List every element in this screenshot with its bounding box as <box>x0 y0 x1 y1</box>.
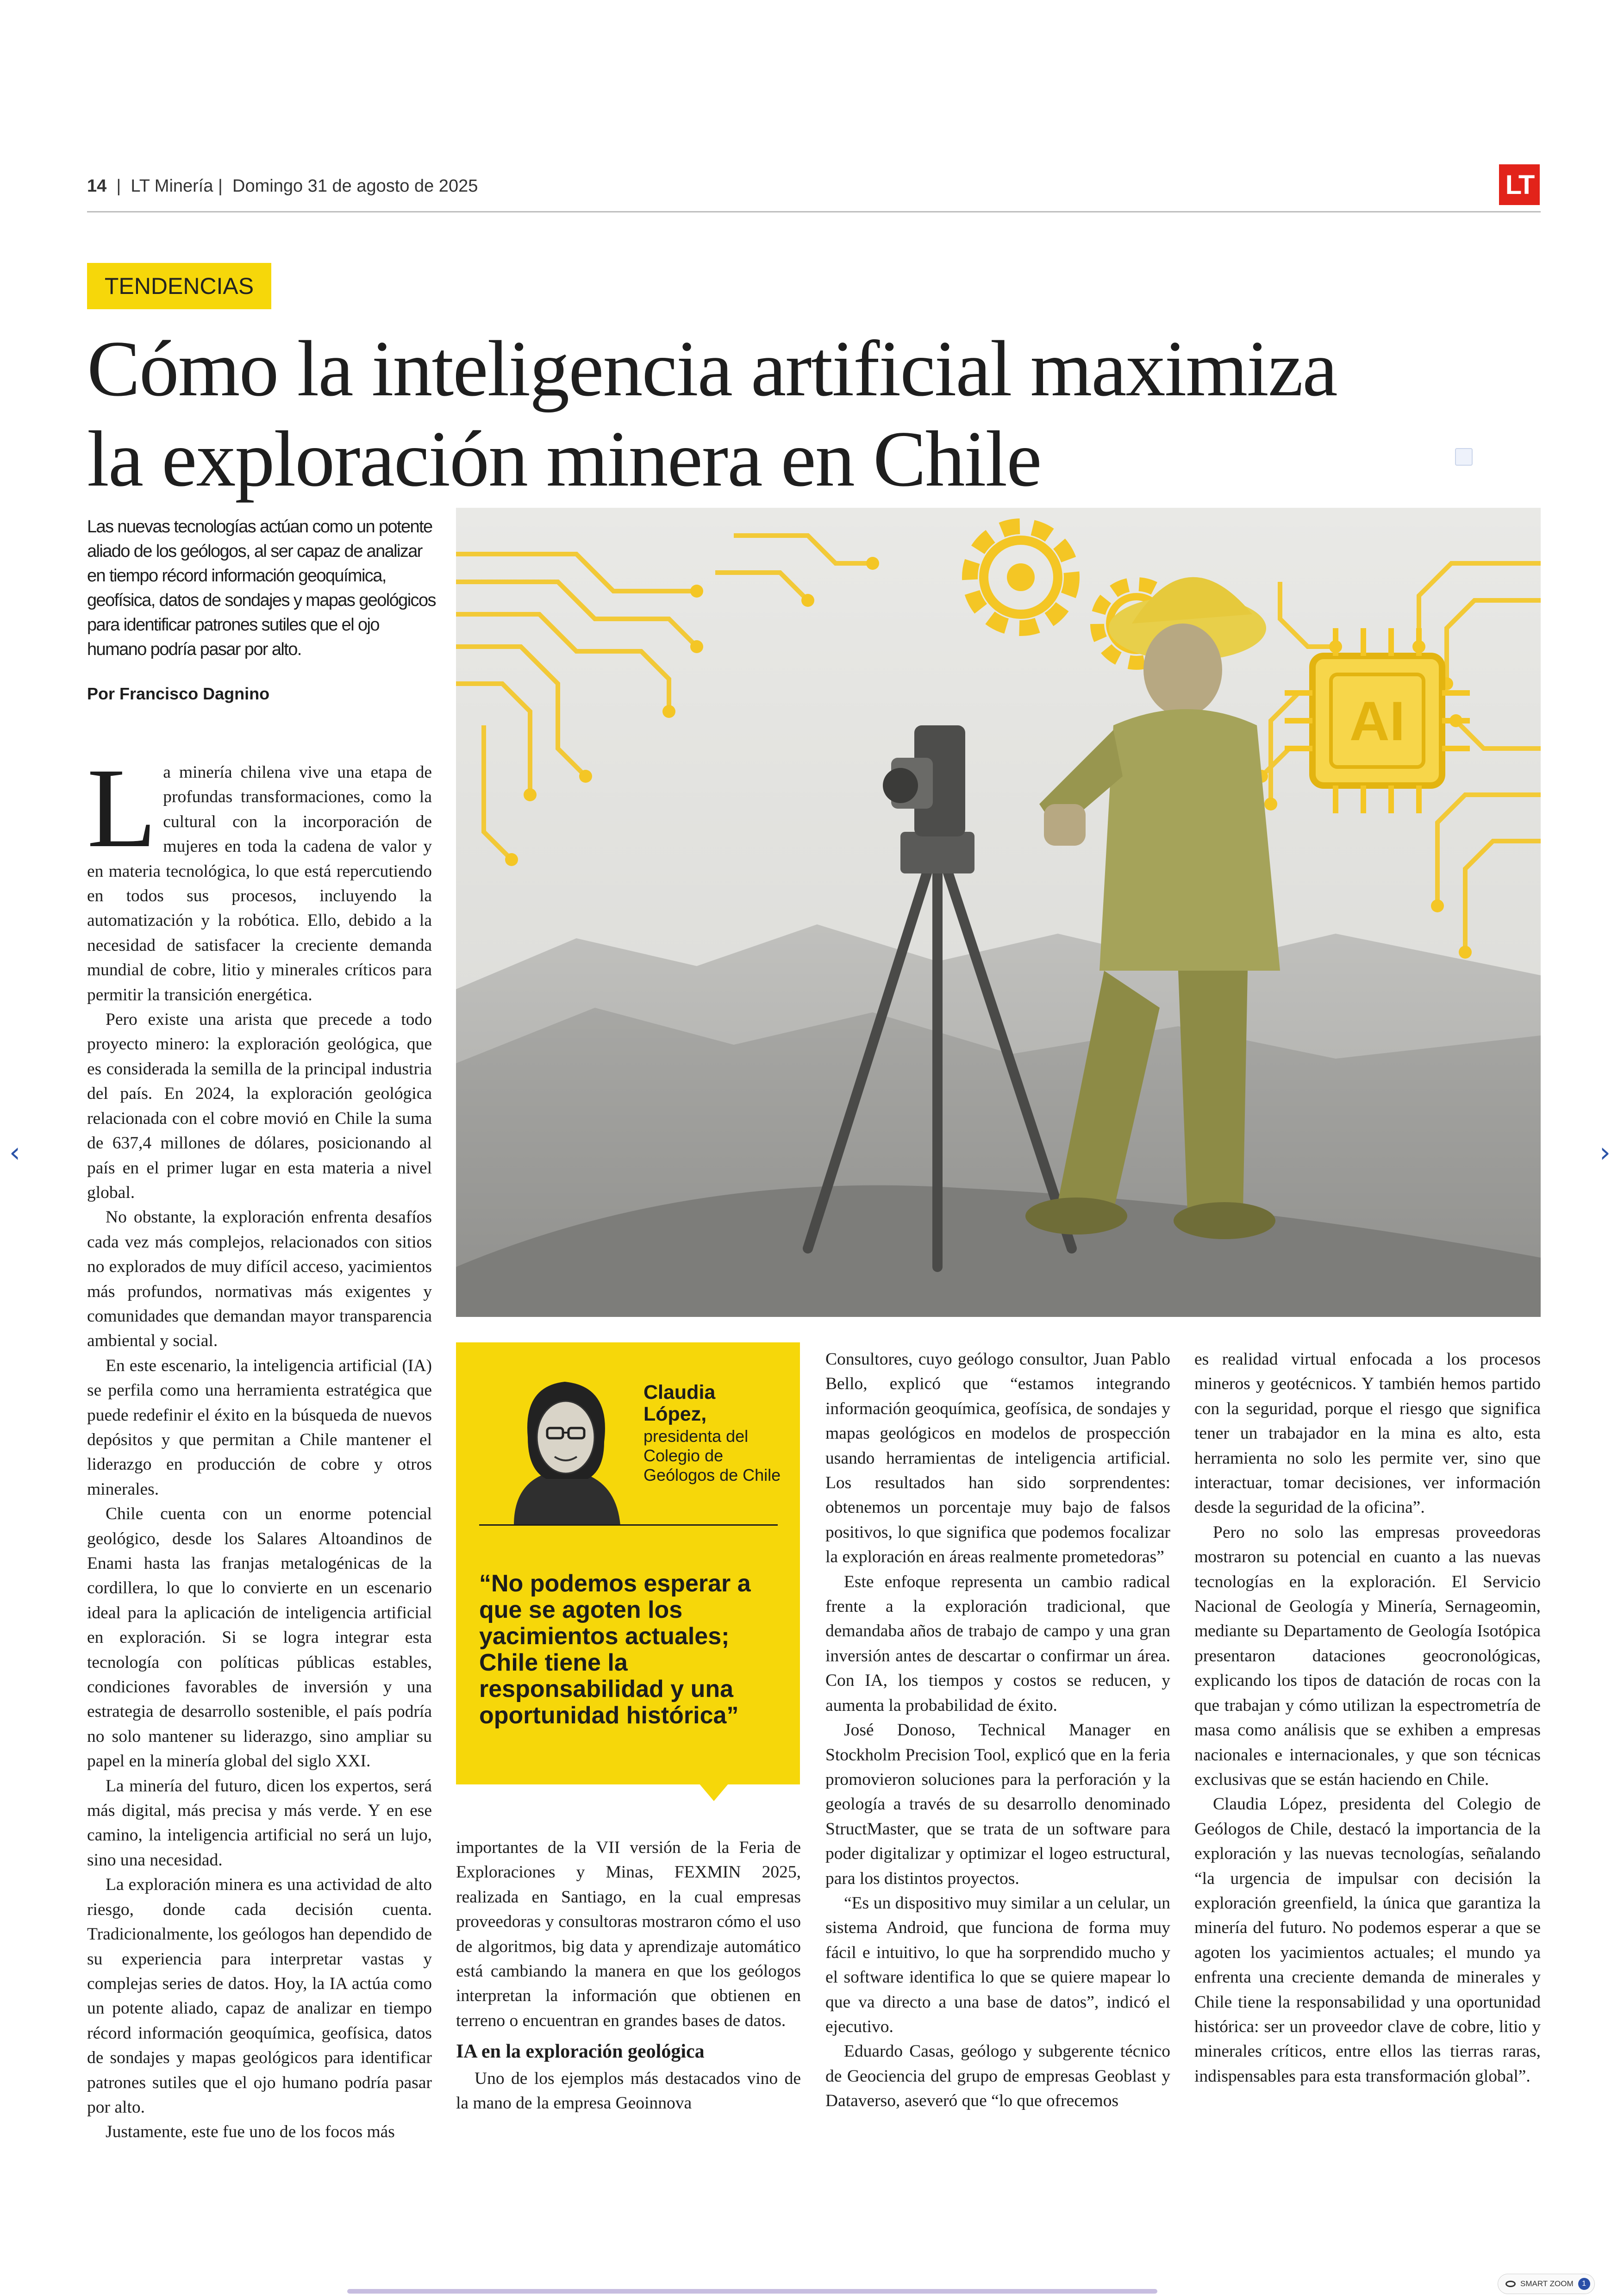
horizontal-scrollbar[interactable] <box>347 2289 1157 2294</box>
header-text: 14 | LT Minería | Domingo 31 de agosto de 2025 <box>87 176 478 196</box>
quote-divider <box>479 1524 778 1526</box>
ai-geologist-illustration <box>456 508 1541 1317</box>
smart-zoom-count: 1 <box>1578 2278 1590 2290</box>
page-number: 14 <box>87 176 107 196</box>
header-rule <box>87 211 1541 212</box>
drop-cap: L <box>87 745 157 871</box>
article-column-4 <box>1194 1347 1541 2089</box>
paragraph: Consultores, cuyo geólogo consultor, Juan Pablo Bello, explicó que “estamos integrando información geoquímica, geofísica, de sondajes y mapas geológicos en modelos de prospección usando herramientas de inteligencia artificial. Los resultados han sido sorprendentes: obtenemos un porcentaje muy bajo de falsos positivos, lo que significa que podemos focalizar la exploración en áreas realmente prometedoras” <box>825 1350 1170 1567</box>
annotation-icon[interactable] <box>1455 448 1473 466</box>
pull-quote: “No podemos esperar a que se agoten los yacimientos actuales; Chile tiene la responsabilidad y una oportunidad histórica” <box>479 1570 751 1729</box>
name-line-1: Claudia <box>643 1381 716 1403</box>
paragraph: Chile cuenta con un enorme potencial geológico, desde los Salares Altoandinos de Enami hasta las franjas metalogénicas de la cordillera, lo que lo convierte en un escenario ideal para la aplicación de inteligencia artificial en exploración. Si se logra integrar esta tecnología con políticas públicas estables, condiciones favorables de inversión y una estrategia de desarrollo sostenible, el país podría no solo mantener su liderazgo, sino ampliar su papel en la minería global del siglo XXI. <box>87 1504 432 1771</box>
paragraph: La exploración minera es una actividad de alto riesgo, donde cada decisión cuenta. Tradicionalmente, los geólogos han dependido de su experiencia para interpretar vastas y complejas series de datos. Hoy, la IA actúa como un potente aliado, capaz de analizar en tiempo récord información geoquímica, geofísica, datos de sondajes y mapas geológicos para identificar patrones sutiles que el ojo humano podría pasar por alto. <box>87 1875 432 2117</box>
paragraph: importantes de la VII versión de la Feria de Exploraciones y Minas, FEXMIN 2025, realizada en Santiago, en la cual empresas proveedoras y consultoras mostraron cómo el uso de algoritmos, big data y aprendizaje automático está cambiando la manera en que los geólogos interpretan la información que obtienen en terreno o encuentran en grandes bases de datos. <box>456 1838 801 2030</box>
article-column-2 <box>456 1835 801 2115</box>
lt-logo[interactable]: LT <box>1499 164 1540 205</box>
section-name: LT Minería <box>131 176 213 196</box>
paragraph: En este escenario, la inteligencia artificial (IA) se perfila como una herramienta estratégica que puede redefinir el éxito en la búsqueda de nuevos depósitos y que permitan a Chile mantener el liderazgo en producción de cobre y otros minerales. <box>87 1356 432 1499</box>
quote-person-name <box>643 1382 715 1425</box>
paragraph: “Es un dispositivo muy similar a un celular, un sistema Android, que funciona de forma muy fácil e intuitivo, lo que ha sorprendido mucho y el software identifica lo que se quiere mapear lo que va directo a una base de datos”, indicó el ejecutivo. <box>825 1893 1170 2036</box>
eye-icon <box>1505 2281 1516 2287</box>
name-line-2: López, <box>643 1403 707 1425</box>
paragraph: Justamente, este fue uno de los focos más <box>106 2122 395 2142</box>
paragraph: No obstante, la exploración enfrenta desafíos cada vez más complejos, relacionados con sitios no explorados de muy difícil acceso, yacimientos más profundos, normativas más exigentes y comunidades que demandan mayor transparencia ambiental y social. <box>87 1208 432 1351</box>
paragraph: Uno de los ejemplos más destacados vino de la mano de la empresa Geoinnova <box>456 2069 801 2113</box>
quote-person-role: presidenta del Colegio de Geólogos de Chile <box>643 1427 781 1484</box>
paragraph: Pero existe una arista que precede a todo proyecto minero: la exploración geológica, que es considerada la semilla de la principal industria del país. En 2024, la exploración geológica relacionada con el cobre movió en Chile la suma de 637,4 millones de dólares, posicionando al país en el primer lugar en esta materia a nivel global. <box>87 1010 432 1202</box>
paragraph: Pero no solo las empresas proveedoras mostraron su potencial en cuanto a las nuevas tecnologías en la exploración. El Servicio Nacional de Geología y Minería, Sernageomin, mediante su Departamento de Geología Isotópica presentaron dataciones geocronológicas, explicando los tipos de datación de rocas con la que trabajan y cómo utilizan la espectrometría de masa como análisis que se exhiben a empresas nacionales e internacionales, y que son técnicas exclusivas que se están haciendo en Chile. <box>1194 1522 1541 1789</box>
paragraph: La minería del futuro, dicen los expertos, será más digital, más precisa y más verde. Y en ese camino, la inteligencia artificial no será un lujo, sino una necesidad. <box>87 1776 432 1870</box>
paragraph: Este enfoque representa un cambio radical frente a la exploración tradicional, que demandaba años de trabajo de campo y una gran inversión antes de descartar o confirmar un área. Con IA, los tiempos y costos se reducen, y aumenta la probabilidad de éxito. <box>825 1572 1170 1715</box>
lede: Las nuevas tecnologías actúan como un potente aliado de los geólogos, al ser capaz de analizar en tiempo récord información geoquímica, geofísica, datos de sondajes y mapas geológicos para identificar patrones sutiles que el ojo humano podría pasar por alto. <box>87 517 436 659</box>
article-column-3 <box>825 1347 1170 2114</box>
section-tag: TENDENCIAS <box>87 263 271 309</box>
byline: Por Francisco Dagnino <box>87 684 270 703</box>
headline-line-1: Cómo la inteligencia artificial maximiza <box>87 325 1337 413</box>
headline-line-2: la exploración minera en Chile <box>87 415 1041 503</box>
paragraph: Eduardo Casas, geólogo y subgerente técnico de Geociencia del grupo de empresas Geoblast y Dataverso, aseveró que “lo que ofrecemos <box>825 2042 1170 2111</box>
smart-zoom-label: SMART ZOOM <box>1520 2279 1574 2288</box>
article-column-1 <box>87 745 432 2145</box>
issue-date: Domingo 31 de agosto de 2025 <box>232 176 478 196</box>
claudia-lopez-portrait <box>495 1359 634 1525</box>
headline <box>87 324 1545 505</box>
ai-chip-label: AI <box>1349 690 1405 752</box>
paragraph: a minería chilena vive una etapa de profundas transformaciones, como la cultural con la incorporación de mujeres en toda la cadena de valor y en materia tecnológica, lo que está repercutiendo en todos sus procesos, incluyendo la automatización y la robótica. Ello, debido a la necesidad de satisfacer la creciente demanda mundial de cobre, litio y minerales críticos para permitir la transición energética. <box>87 763 432 1004</box>
quote-tail <box>699 1784 729 1801</box>
paragraph: es realidad virtual enfocada a los procesos mineros y geotécnicos. Y también hemos partido con la seguridad, porque el riesgo que significa tener un trabajador en la mina es alto, esta herramienta no solo les permite ver, sino que interactuar, tomar decisiones, ver información desde la seguridad de la oficina”. <box>1194 1350 1541 1517</box>
chevron-left-icon[interactable]: ‹ <box>9 1136 20 1169</box>
paragraph: José Donoso, Technical Manager en Stockholm Precision Tool, explicó que en la feria promovieron soluciones para la perforación y la geología a través de su desarrollo denominado StructMaster, que se trata de un software para poder digitalizar y optimizar el logeo estructural, para los distintos proyectos. <box>825 1721 1170 1888</box>
chevron-right-icon[interactable]: › <box>1599 1136 1611 1169</box>
smart-zoom-button[interactable] <box>1498 2274 1595 2294</box>
page-header <box>87 169 1541 215</box>
subheading: IA en la exploración geológica <box>456 2041 705 2063</box>
paragraph: Claudia López, presidenta del Colegio de Geólogos de Chile, destacó la importancia de la exploración y las nuevas tecnologías, señalando “la urgencia de impulsar con decisión la exploración greenfield, la única que garantiza la minería del futuro. No podemos esperar a que se agoten los yacimientos actuales; el mundo ya enfrenta una creciente demanda de minerales y Chile tiene la responsabilidad y una oportunidad histórica: ser un proveedor clave de cobre, litio y minerales críticos, entre ellos las tierras raras, indispensables para esta transformación global”. <box>1194 1795 1541 2086</box>
